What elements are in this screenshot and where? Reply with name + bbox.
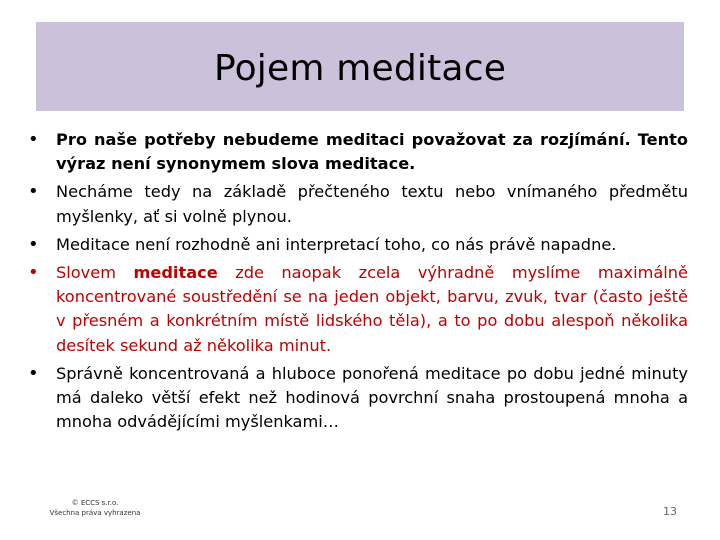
bullet-list — [28, 128, 688, 438]
copyright-text: © ECCS s.r.o. — [71, 499, 119, 507]
slide-title: Pojem meditace — [213, 48, 507, 89]
bullet-text: Necháme tedy na základě přečteného textu nebo vnímaného předmětu myšlenky, ať si volně plynou. — [56, 182, 688, 226]
bullet-item-2 — [28, 180, 688, 228]
bullet-dot: • — [28, 362, 39, 384]
page-number: 13 — [663, 505, 677, 518]
bullet-dot: • — [28, 181, 39, 203]
bullet-item-1 — [28, 128, 688, 176]
bullet-dot: • — [28, 262, 39, 284]
footer-copyright — [30, 498, 160, 518]
bullet-item-3 — [28, 233, 688, 257]
bullet-text: Správně koncentrovaná a hluboce ponořená meditace po dobu jedné minuty má daleko větší efekt než hodinová povrchní snaha prostoupená mnoha a mnoha odvádějícími myšlenkami… — [56, 363, 688, 432]
bullet-item-5 — [28, 362, 688, 435]
bullet-text: Pro naše potřeby nebudeme meditaci považovat za rozjímání. Tento výraz není synonymem slova meditace. — [56, 130, 688, 174]
bullet-item-4 — [28, 261, 688, 358]
bullet-dot: • — [28, 129, 39, 150]
bullet-text — [56, 261, 688, 358]
bullet-text: Meditace není rozhodně ani interpretací toho, co nás právě napadne. — [56, 234, 617, 254]
bullet-text-bold: meditace — [133, 263, 218, 283]
title-banner — [36, 22, 684, 111]
bullet-dot: • — [28, 233, 39, 255]
bullet-text-before: Slovem — [56, 263, 134, 283]
bullet-text-after: zde naopak zcela výhradně myslíme maximálně koncentrované soustředění se na jeden objekt, barvu, zvuk, tvar (často ještě v přesném a konkrétním místě lidského těla), a to po dobu alespoň několika desítek sekund až několika minut. — [56, 263, 688, 355]
rights-text: Všechna práva vyhrazena — [49, 509, 141, 517]
